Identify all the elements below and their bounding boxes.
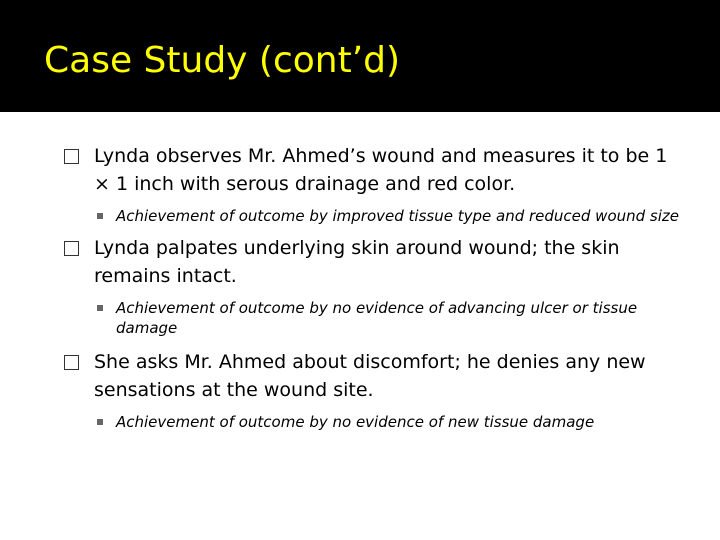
sub-bullet-item <box>94 412 684 432</box>
sub-bullet-item <box>94 206 684 226</box>
bullet-item <box>64 234 684 290</box>
bullet-text: She asks Mr. Ahmed about discomfort; he denies any new sensations at the wound site. <box>94 351 646 401</box>
sub-bullet-text: Achievement of outcome by no evidence of new tissue damage <box>116 413 595 431</box>
sub-bullet-text: Achievement of outcome by improved tissue type and reduced wound size <box>116 207 680 225</box>
checkbox-bullet-icon <box>64 149 79 164</box>
bullet-item <box>64 348 684 404</box>
bullet-text: Lynda observes Mr. Ahmed’s wound and measures it to be 1 × 1 inch with serous drainage and red color. <box>94 145 668 195</box>
title-bar <box>0 0 720 112</box>
bullet-item <box>64 142 684 198</box>
square-bullet-icon <box>97 213 103 219</box>
square-bullet-icon <box>97 419 103 425</box>
checkbox-bullet-icon <box>64 355 79 370</box>
checkbox-bullet-icon <box>64 241 79 256</box>
slide-title: Case Study (cont’d) <box>44 40 401 81</box>
square-bullet-icon <box>97 305 103 311</box>
bullet-text: Lynda palpates underlying skin around wound; the skin remains intact. <box>94 237 620 287</box>
slide-content <box>64 142 684 432</box>
sub-bullet-item <box>94 298 684 338</box>
sub-bullet-text: Achievement of outcome by no evidence of advancing ulcer or tissue damage <box>116 299 638 337</box>
